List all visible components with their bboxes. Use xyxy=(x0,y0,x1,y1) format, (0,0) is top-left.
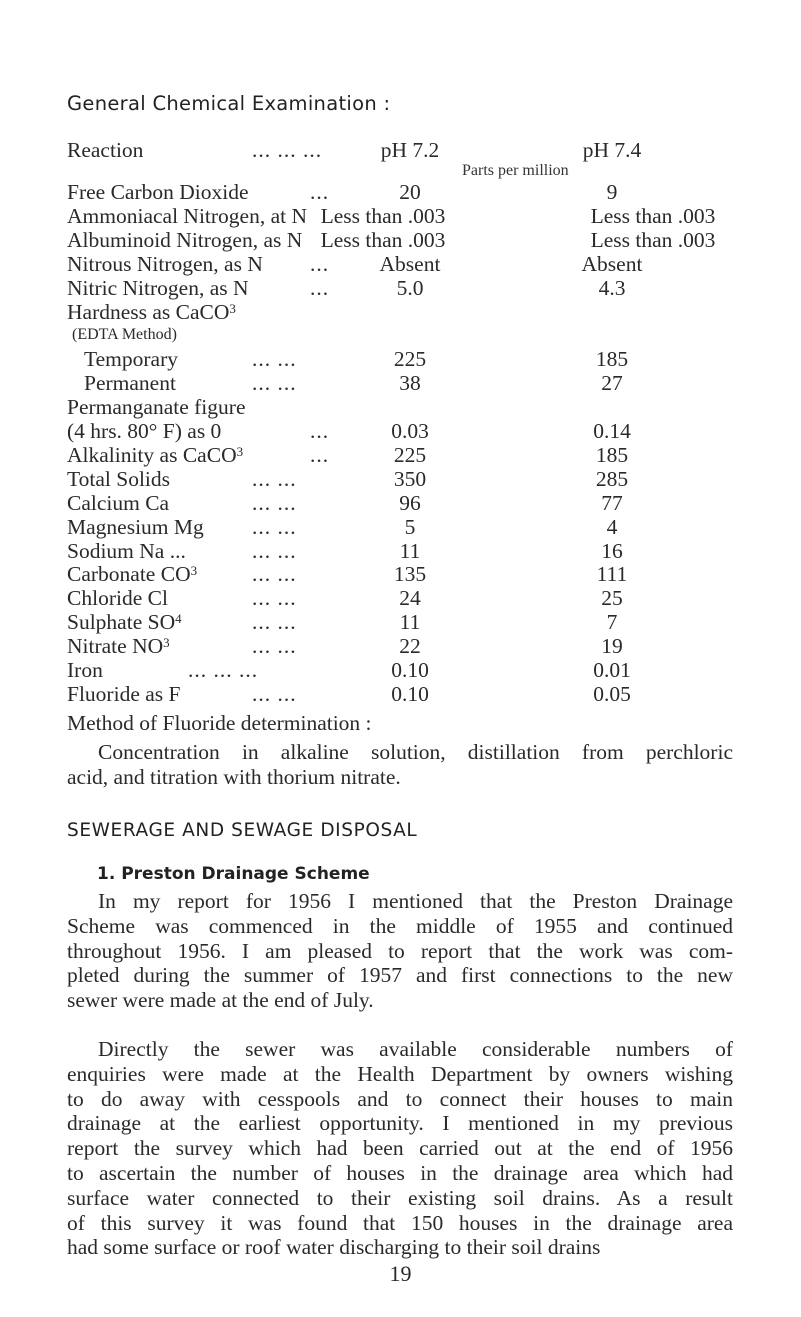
row-label: Magnesium Mg xyxy=(67,514,204,539)
row-label: Calcium Ca xyxy=(67,490,170,515)
row-label: (EDTA Method) xyxy=(72,326,177,344)
row-label: Iron xyxy=(67,658,103,682)
row-dots: ... ... xyxy=(252,347,297,372)
paragraph-line: had some surface or roof water discharging to their soil drains xyxy=(67,1235,601,1260)
row-value-2: 0.01 xyxy=(593,658,631,682)
row-value-1: Less than .003 xyxy=(320,227,446,252)
paragraph-line: In my report for 1956 I mentioned that the Preston Drainage xyxy=(98,889,733,913)
row-value-1: 38 xyxy=(399,371,421,396)
row-label: Ammoniacal Nitrogen, at N xyxy=(67,203,308,228)
row-value-1: Less than .003 xyxy=(320,203,446,228)
paragraph-line: to do away with cesspools and to connect their houses to main xyxy=(67,1086,733,1111)
paragraph-line: pleted during the summer of 1957 and first connections to the new xyxy=(67,963,733,988)
row-label: Permanent xyxy=(84,371,176,396)
row-value-2: 111 xyxy=(596,562,628,587)
row-value-2: 185 xyxy=(595,347,629,372)
row-value-1: 5 xyxy=(404,514,416,539)
row-value-1: 20 xyxy=(399,180,421,204)
row-label: Nitric Nitrogen, as N xyxy=(67,275,249,300)
row-dots: ... ... xyxy=(252,586,297,611)
row-value-1: 0.03 xyxy=(391,419,429,443)
row-dots: ... ... xyxy=(252,490,297,515)
method-paragraph xyxy=(67,740,733,790)
row-dots: ... ... xyxy=(252,466,297,491)
row-value-2: 7 xyxy=(606,610,618,635)
row-label: Free Carbon Dioxide xyxy=(67,180,249,204)
page-number: 19 xyxy=(389,1261,412,1286)
row-value-1: 5.0 xyxy=(396,275,424,300)
row-value-2: 9 xyxy=(606,180,618,204)
row-dots: ... ... xyxy=(252,371,297,396)
row-dots: ... xyxy=(310,275,330,300)
reaction-label: Reaction xyxy=(67,138,144,162)
row-value-1: 225 xyxy=(393,347,427,372)
units-note: Parts per million xyxy=(462,162,569,179)
row-label: Albuminoid Nitrogen, as N xyxy=(67,227,303,252)
row-dots: ... ... xyxy=(252,562,297,587)
paragraph-1 xyxy=(67,889,733,1013)
reaction-dots: ... ... ... xyxy=(252,138,323,162)
row-value-2: Less than .003 xyxy=(590,203,716,228)
row-value-2: 77 xyxy=(601,490,623,515)
row-value-2: 4 xyxy=(606,514,618,539)
reaction-value-1: pH 7.2 xyxy=(380,138,440,162)
row-value-1: 0.10 xyxy=(391,658,429,682)
row-label: Total Solids xyxy=(67,466,171,491)
subsection-title: 1. Preston Drainage Scheme xyxy=(97,864,370,884)
paragraph-line: throughout 1956. I am pleased to report that the work was com- xyxy=(67,938,733,963)
method-line: Concentration in alkaline solution, distillation from perchloric xyxy=(98,740,733,764)
row-value-1: 24 xyxy=(399,586,421,611)
row-value-2: Less than .003 xyxy=(590,227,716,252)
row-dots: ... ... xyxy=(252,681,297,706)
paragraph-line: surface water connected to their existing soil drains. As a result xyxy=(67,1185,733,1210)
row-label: Sodium Na ... xyxy=(67,538,186,563)
row-dots: ... ... xyxy=(252,514,297,539)
paragraph-line: Directly the sewer was available considerable numbers of xyxy=(98,1037,733,1061)
paragraph-line: to ascertain the number of houses in the drainage area which had xyxy=(67,1160,733,1185)
paragraph-line: drainage at the earliest opportunity. I mentioned in my previous xyxy=(67,1111,733,1136)
row-dots: ... xyxy=(310,251,330,276)
section-title: SEWERAGE AND SEWAGE DISPOSAL xyxy=(67,820,418,841)
row-label: Temporary xyxy=(84,347,179,372)
row-value-2: 0.14 xyxy=(593,419,631,443)
method-heading-text: Method of Fluoride determination : xyxy=(67,711,372,735)
row-label: Permanganate figure xyxy=(67,395,246,420)
paragraph-2 xyxy=(67,1037,733,1260)
row-value-2: 25 xyxy=(601,586,623,611)
row-dots: ... xyxy=(310,419,330,443)
row-value-1: 11 xyxy=(399,538,421,563)
row-dots: ... ... xyxy=(252,538,297,563)
row-label: Nitrate $NO^3$ xyxy=(67,634,170,659)
row-label: Sulphate $SO^4$ xyxy=(67,610,182,635)
row-value-1: 350 xyxy=(393,466,427,491)
row-label: (4 hrs. 80° F) as 0 xyxy=(67,419,222,443)
method-line: acid, and titration with thorium nitrate. xyxy=(67,764,401,789)
row-dots: ... xyxy=(310,180,330,204)
row-value-1: 225 xyxy=(393,442,427,467)
row-label: Nitrous Nitrogen, as N xyxy=(67,251,263,276)
row-label: Hardness as CaCO$^3$ xyxy=(67,299,236,324)
row-label: Fluoride as F xyxy=(67,681,181,706)
paragraph-line: Scheme was commenced in the middle of 1955 and continued xyxy=(67,913,733,938)
paragraph-line: enquiries were made at the Health Department by owners wishing xyxy=(67,1061,733,1086)
row-dots: ... ... xyxy=(252,634,297,659)
row-dots: ... xyxy=(310,442,330,467)
row-dots: ... ... ... xyxy=(188,658,259,682)
row-value-2: 4.3 xyxy=(598,275,626,300)
row-label: Alkalinity as CaCO$^3$ xyxy=(67,442,244,467)
row-value-2: 27 xyxy=(601,371,623,396)
page-heading: General Chemical Examination : xyxy=(67,92,391,115)
row-label: Chloride Cl xyxy=(67,586,168,611)
reaction-value-2: pH 7.4 xyxy=(582,138,642,162)
row-value-2: 16 xyxy=(601,538,623,563)
paragraph-line: sewer were made at the end of July. xyxy=(67,988,374,1013)
row-value-1: 135 xyxy=(393,562,427,587)
row-value-1: 22 xyxy=(399,634,421,659)
row-value-1: 11 xyxy=(399,610,421,635)
row-value-2: Absent xyxy=(581,251,643,276)
paragraph-line: report the survey which had been carried out at the end of 1956 xyxy=(67,1136,733,1161)
row-value-2: 0.05 xyxy=(593,681,631,706)
row-value-2: 19 xyxy=(601,634,623,659)
row-label: Carbonate $CO^3$ xyxy=(67,562,198,587)
row-value-1: Absent xyxy=(379,251,441,276)
row-value-1: 0.10 xyxy=(391,681,429,706)
row-dots: ... ... xyxy=(252,610,297,635)
row-value-1: 96 xyxy=(399,490,421,515)
paragraph-line: of this survey it was found that 150 houses in the drainage area xyxy=(67,1210,733,1235)
row-value-2: 285 xyxy=(595,466,629,491)
row-value-2: 185 xyxy=(595,442,629,467)
